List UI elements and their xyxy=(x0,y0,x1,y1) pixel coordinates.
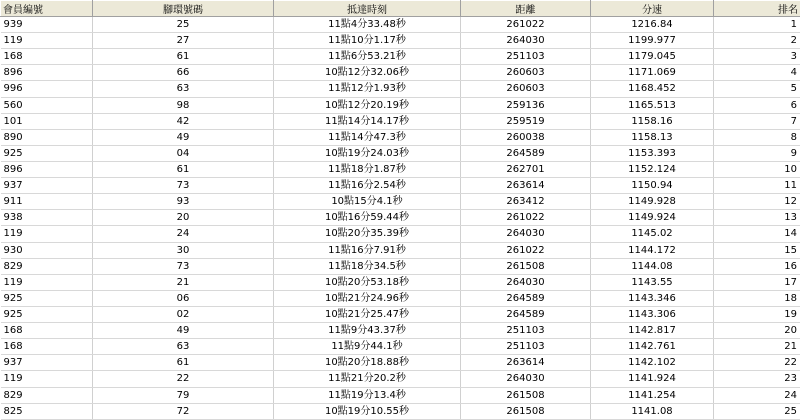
cell-distance: 260603 xyxy=(461,65,591,81)
cell-arrival-time: 11點4分33.48秒 xyxy=(274,17,461,33)
cell-ring-no: 98 xyxy=(93,97,274,113)
cell-speed: 1149.928 xyxy=(591,194,714,210)
cell-rank: 1 xyxy=(714,17,800,33)
cell-member-no: 937 xyxy=(1,178,93,194)
cell-ring-no: 20 xyxy=(93,210,274,226)
cell-arrival-time: 11點9分44.1秒 xyxy=(274,339,461,355)
cell-member-no: 896 xyxy=(1,161,93,177)
cell-arrival-time: 11點18分34.5秒 xyxy=(274,258,461,274)
cell-member-no: 168 xyxy=(1,339,93,355)
cell-rank: 22 xyxy=(714,355,800,371)
cell-member-no: 119 xyxy=(1,226,93,242)
cell-member-no: 911 xyxy=(1,194,93,210)
cell-member-no: 829 xyxy=(1,258,93,274)
cell-arrival-time: 10點12分32.06秒 xyxy=(274,65,461,81)
cell-member-no: 825 xyxy=(1,403,93,419)
cell-rank: 20 xyxy=(714,323,800,339)
cell-speed: 1199.977 xyxy=(591,33,714,49)
column-header-ring-no[interactable]: 腳環號碼 xyxy=(93,1,274,17)
table-row[interactable] xyxy=(1,306,800,322)
cell-ring-no: 25 xyxy=(93,17,274,33)
cell-rank: 11 xyxy=(714,178,800,194)
cell-distance: 264030 xyxy=(461,33,591,49)
cell-arrival-time: 10點15分4.1秒 xyxy=(274,194,461,210)
cell-arrival-time: 11點18分1.87秒 xyxy=(274,161,461,177)
table-row[interactable] xyxy=(1,210,800,226)
table-row[interactable] xyxy=(1,17,800,33)
cell-distance: 251103 xyxy=(461,339,591,355)
cell-member-no: 937 xyxy=(1,355,93,371)
cell-arrival-time: 11點14分14.17秒 xyxy=(274,113,461,129)
cell-distance: 261022 xyxy=(461,242,591,258)
table-row[interactable] xyxy=(1,194,800,210)
cell-distance: 260038 xyxy=(461,129,591,145)
cell-member-no: 925 xyxy=(1,306,93,322)
column-header-speed[interactable]: 分速 xyxy=(591,1,714,17)
cell-rank: 3 xyxy=(714,49,800,65)
table-row[interactable] xyxy=(1,161,800,177)
cell-ring-no: 04 xyxy=(93,145,274,161)
cell-ring-no: 63 xyxy=(93,339,274,355)
cell-ring-no: 24 xyxy=(93,226,274,242)
cell-arrival-time: 11點21分20.2秒 xyxy=(274,371,461,387)
cell-rank: 17 xyxy=(714,274,800,290)
cell-distance: 259519 xyxy=(461,113,591,129)
cell-speed: 1141.08 xyxy=(591,403,714,419)
cell-member-no: 939 xyxy=(1,17,93,33)
cell-distance: 263412 xyxy=(461,194,591,210)
cell-distance: 264589 xyxy=(461,306,591,322)
cell-speed: 1150.94 xyxy=(591,178,714,194)
table-row[interactable] xyxy=(1,178,800,194)
cell-rank: 12 xyxy=(714,194,800,210)
cell-speed: 1149.924 xyxy=(591,210,714,226)
cell-ring-no: 73 xyxy=(93,258,274,274)
cell-distance: 259136 xyxy=(461,97,591,113)
cell-speed: 1153.393 xyxy=(591,145,714,161)
cell-distance: 251103 xyxy=(461,49,591,65)
cell-speed: 1142.102 xyxy=(591,355,714,371)
table-row[interactable] xyxy=(1,97,800,113)
cell-arrival-time: 10點20分53.18秒 xyxy=(274,274,461,290)
cell-arrival-time: 11點19分13.4秒 xyxy=(274,387,461,403)
cell-ring-no: 42 xyxy=(93,113,274,129)
cell-arrival-time: 11點16分2.54秒 xyxy=(274,178,461,194)
cell-distance: 264030 xyxy=(461,371,591,387)
table-row[interactable] xyxy=(1,258,800,274)
cell-ring-no: 66 xyxy=(93,65,274,81)
cell-ring-no: 27 xyxy=(93,33,274,49)
table-row[interactable] xyxy=(1,323,800,339)
cell-ring-no: 49 xyxy=(93,129,274,145)
cell-rank: 19 xyxy=(714,306,800,322)
cell-distance: 264030 xyxy=(461,274,591,290)
cell-arrival-time: 10點21分25.47秒 xyxy=(274,306,461,322)
cell-ring-no: 61 xyxy=(93,49,274,65)
cell-arrival-time: 11點9分43.37秒 xyxy=(274,323,461,339)
cell-rank: 18 xyxy=(714,290,800,306)
cell-ring-no: 02 xyxy=(93,306,274,322)
table-row[interactable] xyxy=(1,339,800,355)
cell-ring-no: 72 xyxy=(93,403,274,419)
cell-rank: 15 xyxy=(714,242,800,258)
cell-rank: 14 xyxy=(714,226,800,242)
cell-rank: 5 xyxy=(714,81,800,97)
cell-arrival-time: 11點14分47.3秒 xyxy=(274,129,461,145)
cell-distance: 261508 xyxy=(461,387,591,403)
column-header-arrival-time[interactable]: 抵達時刻 xyxy=(274,1,461,17)
cell-arrival-time: 10點21分24.96秒 xyxy=(274,290,461,306)
cell-rank: 7 xyxy=(714,113,800,129)
cell-distance: 264589 xyxy=(461,290,591,306)
cell-distance: 261508 xyxy=(461,258,591,274)
cell-member-no: 829 xyxy=(1,387,93,403)
cell-speed: 1141.254 xyxy=(591,387,714,403)
cell-speed: 1144.172 xyxy=(591,242,714,258)
cell-speed: 1145.02 xyxy=(591,226,714,242)
cell-member-no: 925 xyxy=(1,290,93,306)
cell-member-no: 996 xyxy=(1,81,93,97)
cell-ring-no: 06 xyxy=(93,290,274,306)
cell-member-no: 938 xyxy=(1,210,93,226)
cell-member-no: 119 xyxy=(1,274,93,290)
cell-ring-no: 63 xyxy=(93,81,274,97)
cell-rank: 8 xyxy=(714,129,800,145)
table-row[interactable] xyxy=(1,113,800,129)
cell-rank: 6 xyxy=(714,97,800,113)
cell-ring-no: 79 xyxy=(93,387,274,403)
cell-speed: 1152.124 xyxy=(591,161,714,177)
cell-distance: 261022 xyxy=(461,210,591,226)
cell-speed: 1158.16 xyxy=(591,113,714,129)
cell-arrival-time: 11點12分1.93秒 xyxy=(274,81,461,97)
cell-speed: 1144.08 xyxy=(591,258,714,274)
cell-rank: 24 xyxy=(714,387,800,403)
table-row[interactable] xyxy=(1,81,800,97)
cell-member-no: 168 xyxy=(1,49,93,65)
table-row[interactable] xyxy=(1,290,800,306)
table-row[interactable] xyxy=(1,274,800,290)
cell-distance: 261022 xyxy=(461,17,591,33)
cell-speed: 1216.84 xyxy=(591,17,714,33)
cell-speed: 1179.045 xyxy=(591,49,714,65)
cell-speed: 1142.817 xyxy=(591,323,714,339)
cell-arrival-time: 10點12分20.19秒 xyxy=(274,97,461,113)
header-row xyxy=(1,1,800,17)
cell-member-no: 890 xyxy=(1,129,93,145)
table-row[interactable] xyxy=(1,145,800,161)
cell-speed: 1143.346 xyxy=(591,290,714,306)
cell-distance: 251103 xyxy=(461,323,591,339)
table-row[interactable] xyxy=(1,403,800,419)
cell-rank: 13 xyxy=(714,210,800,226)
cell-arrival-time: 11點16分7.91秒 xyxy=(274,242,461,258)
cell-arrival-time: 11點10分1.17秒 xyxy=(274,33,461,49)
cell-arrival-time: 11點6分53.21秒 xyxy=(274,49,461,65)
cell-ring-no: 93 xyxy=(93,194,274,210)
cell-rank: 21 xyxy=(714,339,800,355)
cell-member-no: 930 xyxy=(1,242,93,258)
cell-member-no: 560 xyxy=(1,97,93,113)
column-header-member-no[interactable]: 會員編號 xyxy=(1,1,93,17)
table-row[interactable] xyxy=(1,387,800,403)
cell-distance: 260603 xyxy=(461,81,591,97)
cell-speed: 1171.069 xyxy=(591,65,714,81)
cell-speed: 1143.55 xyxy=(591,274,714,290)
cell-rank: 10 xyxy=(714,161,800,177)
cell-member-no: 101 xyxy=(1,113,93,129)
cell-member-no: 168 xyxy=(1,323,93,339)
cell-rank: 4 xyxy=(714,65,800,81)
cell-speed: 1143.306 xyxy=(591,306,714,322)
cell-speed: 1141.924 xyxy=(591,371,714,387)
table-row[interactable] xyxy=(1,242,800,258)
cell-rank: 9 xyxy=(714,145,800,161)
cell-ring-no: 61 xyxy=(93,161,274,177)
table-row[interactable] xyxy=(1,371,800,387)
table-row[interactable] xyxy=(1,355,800,371)
cell-rank: 16 xyxy=(714,258,800,274)
cell-distance: 263614 xyxy=(461,355,591,371)
cell-ring-no: 22 xyxy=(93,371,274,387)
cell-arrival-time: 10點20分18.88秒 xyxy=(274,355,461,371)
table-row[interactable] xyxy=(1,33,800,49)
cell-member-no: 119 xyxy=(1,371,93,387)
column-header-rank[interactable]: 排名 xyxy=(714,1,800,17)
column-header-distance[interactable]: 距離 xyxy=(461,1,591,17)
table-row[interactable] xyxy=(1,49,800,65)
table-body xyxy=(1,17,800,420)
cell-arrival-time: 10點19分10.55秒 xyxy=(274,403,461,419)
cell-rank: 25 xyxy=(714,403,800,419)
cell-distance: 264589 xyxy=(461,145,591,161)
cell-member-no: 925 xyxy=(1,145,93,161)
table-row[interactable] xyxy=(1,65,800,81)
cell-arrival-time: 10點20分35.39秒 xyxy=(274,226,461,242)
cell-ring-no: 21 xyxy=(93,274,274,290)
cell-rank: 2 xyxy=(714,33,800,49)
cell-speed: 1165.513 xyxy=(591,97,714,113)
cell-ring-no: 73 xyxy=(93,178,274,194)
cell-arrival-time: 10點16分59.44秒 xyxy=(274,210,461,226)
cell-speed: 1168.452 xyxy=(591,81,714,97)
cell-ring-no: 30 xyxy=(93,242,274,258)
cell-distance: 261508 xyxy=(461,403,591,419)
cell-ring-no: 49 xyxy=(93,323,274,339)
cell-member-no: 896 xyxy=(1,65,93,81)
cell-rank: 23 xyxy=(714,371,800,387)
cell-ring-no: 61 xyxy=(93,355,274,371)
cell-member-no: 119 xyxy=(1,33,93,49)
table-row[interactable] xyxy=(1,129,800,145)
cell-speed: 1142.761 xyxy=(591,339,714,355)
cell-distance: 264030 xyxy=(461,226,591,242)
table-row[interactable] xyxy=(1,226,800,242)
cell-distance: 263614 xyxy=(461,178,591,194)
cell-distance: 262701 xyxy=(461,161,591,177)
cell-speed: 1158.13 xyxy=(591,129,714,145)
cell-arrival-time: 10點19分24.03秒 xyxy=(274,145,461,161)
